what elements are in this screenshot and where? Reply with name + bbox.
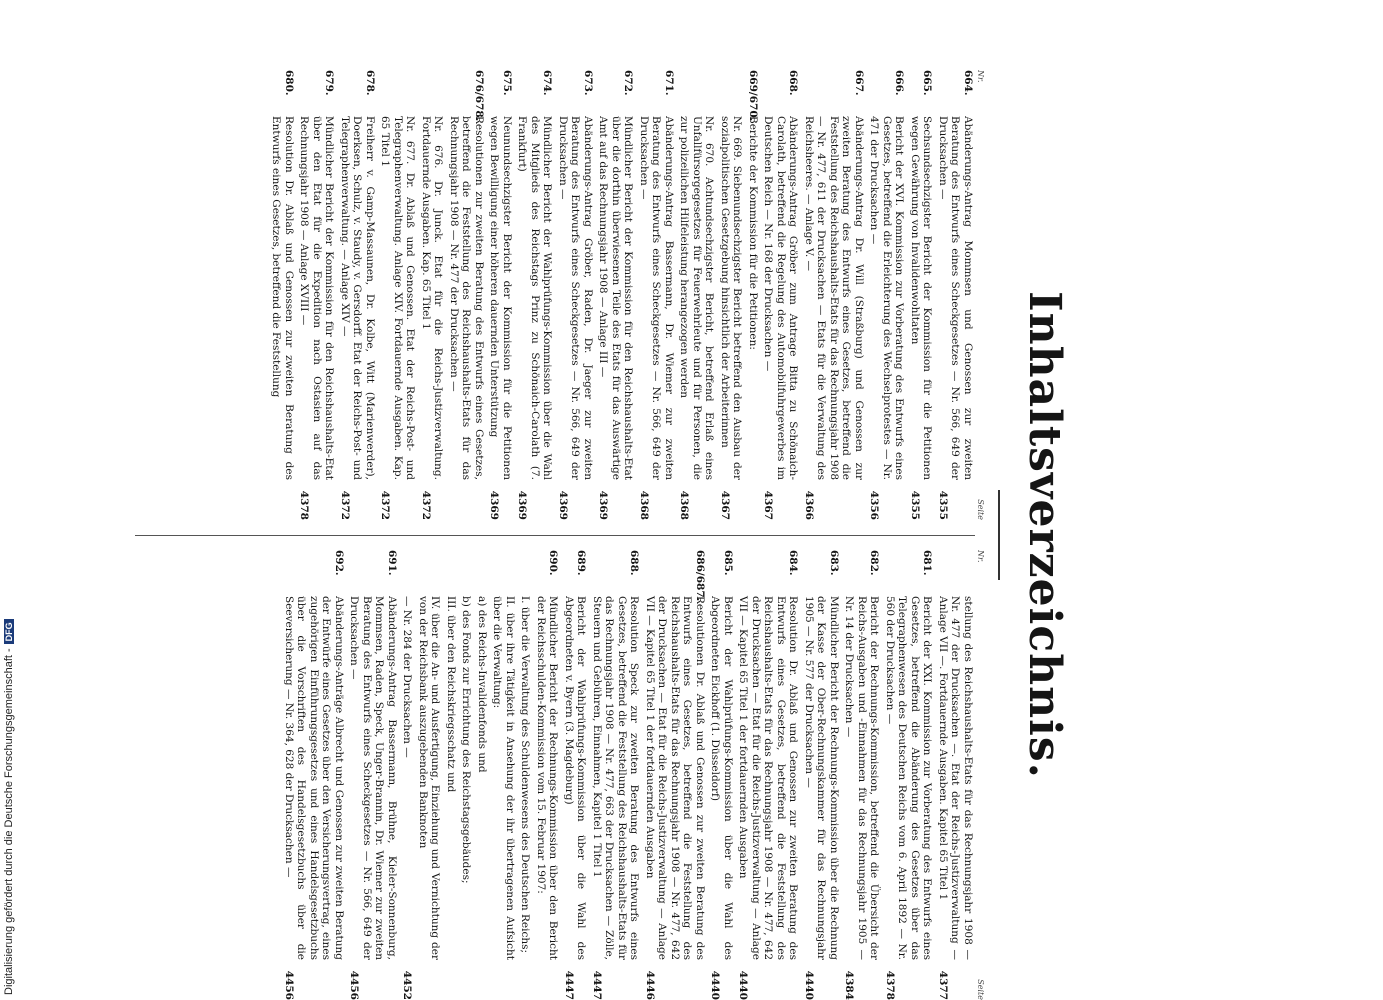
toc-entry [535, 550, 560, 1000]
toc-entry [937, 70, 975, 520]
entry-text: Freiherr v. Gamp-Massaunen, Dr. Kolbe, Witt (Marienwerder), Doerksen, Schulz, v. Staudy, v. Gersdorff. Etat der Reichs-Post- und Telegraphenverwaltung. — Anlage XIV — [339, 116, 376, 480]
entry-number: 682. [868, 550, 881, 576]
entry-text: — Nr. 284 der Drucksachen — [401, 596, 414, 758]
toc-entry [884, 550, 934, 1000]
toc-entry [516, 70, 554, 520]
entry-page-number: 4440 [737, 970, 750, 1000]
entry-text: stellung des Reichshaushalts-Etats für das Rechnungsjahr 1908 — Nr. 477 der Drucksachen —. Etat der Reichs-Justizverwaltung — Anlage VII —. Fortdauernde Ausgaben. Kapitel 65 Titel 1 [937, 596, 974, 960]
right-column-head [976, 550, 985, 1000]
toc-entry [563, 550, 588, 1000]
entry-page-number: 4356 [868, 490, 881, 520]
entry-page-number: 4456 [348, 970, 361, 1000]
left-entry-list [270, 70, 974, 520]
entry-page-number: 4447 [563, 970, 575, 1000]
entry-page-number: 4384 [843, 970, 856, 1000]
entry-text: III. über den Reichskriegsschatz und [445, 596, 457, 793]
toc-entry [460, 550, 473, 1000]
toc-entry [417, 550, 442, 1000]
entry-number: 684. [787, 550, 800, 576]
entry-number: 673. [582, 70, 594, 96]
toc-entry [937, 550, 975, 1000]
scanned-page [120, 70, 1070, 1000]
entry-page-number: 4367 [719, 490, 731, 520]
toc-entry [270, 70, 295, 520]
seite-header: Seite [976, 979, 985, 1000]
entry-page-number: 4372 [379, 490, 392, 520]
entry-text: Resolution Dr. Ablaß und Genossen zur zweiten Beratung des Entwurfs eines Gesetzes, betreffend die Feststellung [270, 116, 295, 480]
toc-entry [519, 550, 532, 1000]
toc-entry [909, 70, 934, 520]
entry-page-number: 4452 [401, 970, 414, 1000]
credit-strip [0, 0, 22, 1000]
entry-number: 686/687. [694, 550, 706, 602]
toc-entry [591, 550, 641, 1000]
nr-header: Nr. [976, 550, 985, 563]
entry-text: Abänderungs-Antrag Dr. Will (Straßburg) und Genossen zur zweiten Beratung des Entwurfs eines Gesetzes, betreffend die Feststellung des Reichshaushalts-Etats für das Rechnungsjahr 1908 — Nr. 477, 611 der Drucksachen — Etats für die Verwaltung des Reichsheeres. — Anlage V. — [803, 116, 865, 480]
entry-text: IV. über die An- und Ausfertigung, Einziehung und Vernichtung der von der Reichsbank auszugebenden Banknoten [417, 596, 442, 960]
entry-page-number: 4372 [420, 490, 432, 520]
entry-page-number: 4440 [709, 970, 722, 1000]
entry-text: Bericht der Wahlprüfungs-Kommission über die Wahl des Abgeordneten Eickhoff (1. Düsseldorf) [709, 596, 734, 960]
toc-entry [638, 70, 676, 520]
entry-text: Abänderungs-Antrag Bassermann, Dr. Wiemer zur zweiten Beratung des Entwurfs eines Scheckgesetzes — Nr. 566, 649 der Drucksachen — [638, 116, 675, 480]
toc-entry [379, 70, 417, 520]
toc-entry [803, 70, 866, 520]
entry-number: 689. [575, 550, 588, 576]
entry-text: Bericht der Rechnungs-Kommission, betreffend die Übersicht der Reichs-Ausgaben und -Einnahmen für das Rechnungsjahr 1905 — Nr. 14 der Drucksachen — [843, 596, 881, 960]
entry-number: 680. [283, 70, 295, 96]
toc-entry [491, 550, 516, 1000]
toc-entry [557, 70, 595, 520]
entry-number: 691. [386, 550, 398, 576]
entry-text: b) des Fonds zur Errichtung des Reichstagsgebäudes; [460, 596, 473, 884]
toc-entry [762, 70, 800, 520]
entry-text: Nr. 669. Siebenundsechzigster Bericht betreffend den Ausbau der sozialpolitischen Gesetzgebung hinsichtlich der Arbeiterinnen [719, 116, 744, 480]
entry-number: 678. [364, 70, 376, 96]
entry-page-number: 4368 [638, 490, 650, 520]
title-rule [998, 490, 1000, 580]
toc-entry [348, 550, 398, 1000]
entry-number: 675. [501, 70, 513, 96]
entry-page-number: 4366 [803, 490, 815, 520]
entry-number: 679. [323, 70, 336, 96]
entry-text: Resolutionen Dr. Ablaß und Genossen zur zweiten Beratung des Entwurfs eines Gesetzes, betreffend die Feststellung des Reichshaushalts-Etats für das Rechnungsjahr 1908 — Nr. 477, 642 der Drucksachen — Etat für die Reichs-Justizverwaltung — Anlage VII — Kapitel 65 Titel 1 der fortdauernden Ausgaben [644, 596, 706, 960]
entry-number: 665. [921, 70, 934, 96]
left-column [125, 70, 985, 520]
credit-text: Digitalisierung gefördert durch die Deutsche Forschungsgemeinschaft - [3, 648, 15, 995]
entry-page-number: 4369 [597, 490, 610, 520]
entry-page-number: 4456 [283, 970, 295, 1000]
entry-page-number: 4367 [762, 490, 775, 520]
entry-text: II. über ihre Tätigkeit in Ansehung der ihr übertragenen Aufsicht über die Verwaltung: [491, 596, 516, 960]
toc-entry [488, 70, 513, 520]
entry-number: 668. [787, 70, 800, 96]
nr-header: Nr. [976, 70, 985, 83]
entry-number: 674. [541, 70, 554, 96]
entry-number: 672. [622, 70, 635, 96]
toc-entry [283, 550, 346, 1000]
entry-number: 681. [921, 550, 934, 576]
entry-text: Sechsundsechzigster Bericht der Kommission für die Petitionen wegen Gewährung von Invalidenwohltaten [909, 116, 934, 480]
entry-number: 685. [722, 550, 734, 576]
toc-entry [737, 550, 800, 1000]
entry-text: Nr. 670. Achtundsechzigster Bericht, betreffend Erlaß eines Unfallfürsorgegesetzes für Feuerwehrleute und für Personen, die zur polizeilichen Hilfeleistung herangezogen werden [678, 116, 716, 480]
entry-text: Mündlicher Bericht der Rechnungs-Kommission über die Rechnung der Kasse der Ober-Rechnungskammer für das Rechnungsjahr 1905 — Nr. 577 der Drucksachen — [803, 596, 840, 960]
seite-header: Seite [976, 499, 985, 520]
entry-page-number: 4369 [488, 490, 501, 520]
entry-number: 671. [663, 70, 675, 96]
entry-number: 690. [547, 550, 560, 576]
entry-text: Abänderungs-Anträge Albrecht und Genossen zur zweiten Beratung der Entwürfe eines Gesetzes über den Versicherungsvertrag, eines zugehörigen Einführungsgesetzes und eines Handelsgesetzbuchs über die Vorschriften des Handelsgesetzbuchs über die Seeversicherung — Nr. 364, 628 der Drucksachen — [283, 596, 345, 960]
toc-entry [803, 550, 841, 1000]
toc-entry [843, 550, 881, 1000]
entry-text: Abänderungs-Antrag Bassermann, Brühne, Kieler-Sonnenburg, Mommsen, Raden, Speck, Unger-Brannin, Dr. Wiemer zur zweiten Beratung des Entwurfs eines Scheckgesetzes — Nr. 566, 649 der Drucksachen — [348, 596, 398, 960]
toc-entry [476, 550, 489, 1000]
entry-page-number: 4355 [909, 490, 921, 520]
entry-page-number: 4369 [557, 490, 569, 520]
entry-text: Neunundsechzigster Bericht der Kommission für die Petitionen wegen Bewilligung einer höheren dauernden Unterstützung [488, 116, 513, 480]
entry-text: Abänderungs-Antrag Mommsen und Genossen zur zweiten Beratung des Entwurfs eines Scheckgesetzes — Nr. 566, 649 der Drucksachen — [937, 116, 974, 480]
entry-text: Bericht der XVI. Kommission zur Vorberatung des Entwurfs eines Gesetzes, betreffend die Erleichterung des Wechselprotestes — Nr. 471 der Drucksachen — [868, 116, 906, 480]
credit-line [3, 619, 15, 995]
toc-entry [445, 550, 458, 1000]
entry-text: Abänderungs-Antrag Gröber zum Antrage Bitta zu Schönaich-Carolath, betreffend die Regelung des Automobilfuhrgewerbes im Deutschen Reich — Nr. 168 der Drucksachen — [762, 116, 800, 480]
toc-entry [644, 550, 707, 1000]
entry-text: Mündlicher Bericht der Rechnungs-Kommission über den Bericht der Reichsschulden-Kommission vom 15. Februar 1907: [535, 596, 560, 960]
entry-text: Nr. 676. Dr. Junck. Etat für die Reichs-Justizverwaltung. Fortdauernde Ausgaben. Kap. 65 Titel 1 [420, 116, 445, 480]
entry-text: Berichte der Kommission für die Petitionen: [747, 116, 759, 350]
entry-text: Abänderungs-Antrag Gröber, Raden, Dr. Jaeger zur zweiten Beratung des Entwurfs eines Scheckgesetzes — Nr. 566, 649 der Drucksachen — [557, 116, 594, 480]
entry-page-number: 4446 [644, 970, 656, 1000]
entry-text: a) des Reichs-Invalidenfonds und [476, 596, 488, 773]
toc-entry [868, 70, 906, 520]
toc-entry [448, 70, 486, 520]
entry-text: Bericht der XXI. Kommission zur Vorberatung des Entwurfs eines Gesetzes, betreffend die Abänderung des Gesetzes über das Telegraphenwesen des Deutschen Reichs vom 6. April 1892 — Nr. 560 der Drucksachen — [884, 596, 934, 960]
toc-entry [339, 70, 377, 520]
entry-page-number: 4369 [516, 490, 529, 520]
toc-entry [719, 70, 744, 520]
entry-page-number: 4355 [937, 490, 949, 520]
left-column-head [976, 70, 985, 520]
entry-page-number: 4447 [591, 970, 603, 1000]
entry-page-number: 4378 [884, 970, 896, 1000]
entry-page-number: 4378 [298, 490, 311, 520]
entry-number: 683. [828, 550, 840, 576]
entry-page-number: 4368 [678, 490, 691, 520]
entry-text: Bericht der Wahlprüfungs-Kommission über die Wahl des Abgeordneten v. Byern (3. Magdeburg) [563, 596, 588, 960]
entry-text: I. über die Verwaltung des Schuldenwesens des Deutschen Reichs; [519, 596, 532, 954]
entry-text: Nr. 677. Dr. Ablaß und Genossen. Etat der Reichs-Post- und Telegraphenverwaltung. Anlage XIV. Fortdauernde Ausgaben. Kap. 65 Titel 1 [379, 116, 417, 480]
entry-number: 692. [333, 550, 345, 576]
dfg-logo: DFG [4, 619, 14, 644]
toc-entry [298, 70, 336, 520]
entry-number: 669/670. [747, 70, 759, 122]
entry-number: 667. [853, 70, 865, 96]
right-entry-list [283, 550, 975, 1000]
entry-number: 664. [962, 70, 974, 96]
entry-page-number: 4372 [339, 490, 351, 520]
entry-page-number: 4377 [937, 970, 949, 1000]
toc-entry [401, 550, 414, 1000]
toc-entry [709, 550, 734, 1000]
right-column [125, 550, 985, 1000]
toc-entry [678, 70, 716, 520]
entry-text: Resolution Dr. Ablaß und Genossen zur zweiten Beratung des Entwurfs eines Gesetzes, betreffend die Feststellung des Reichshaushalts-Etats für das Rechnungsjahr 1908 — Nr. 477, 642 der Drucksachen — Etat für die Reichs-Justizverwaltung — Anlage VII — Kapitel 65 Titel 1 der fortdauernden Ausgaben [737, 596, 800, 960]
column-divider [135, 535, 975, 536]
entry-text: Mündlicher Bericht der Kommission für den Reichshaushalts-Etat über den Etat für die Expedition nach Ostasien auf das Rechnungsjahr 1908 — Anlage XVIII — [298, 116, 336, 480]
entry-number: 676/678. [473, 70, 485, 122]
entry-text: Mündlicher Bericht der Kommission für den Reichshaushalts-Etat über die dorthin überwiesenen Teile des Etats für das Auswärtige Amt auf das Rechnungsjahr 1908 — Anlage III — [597, 116, 635, 480]
entry-text: Resolution Speck zur zweiten Beratung des Entwurfs eines Gesetzes, betreffend die Feststellung des Reichshaushalts-Etats für das Rechnungsjahr 1908 — Nr. 477, 663 der Drucksachen — Zölle, Steuern und Gebühren, Einnahmen, Kapitel 1 Titel 1 [591, 596, 641, 960]
entry-text: Mündlicher Bericht der Wahlprüfungs-Kommission über die Wahl des Mitglieds des Reichstags Prinz zu Schönaich-Carolath (7. Frankfurt) [516, 116, 554, 480]
toc-entry [747, 70, 760, 520]
toc-entry [420, 70, 445, 520]
entry-number: 666. [893, 70, 906, 96]
toc-entry [597, 70, 635, 520]
entry-number: 688. [628, 550, 641, 576]
entry-page-number: 4440 [803, 970, 815, 1000]
page-title: Inhaltsverzeichnis. [1019, 291, 1070, 779]
entry-text: Resolutionen zur zweiten Beratung des Entwurfs eines Gesetzes, betreffend die Feststellung des Reichshaushalts-Etats für das Rechnungsjahr 1908 — Nr. 477 der Drucksachen — [448, 116, 485, 480]
